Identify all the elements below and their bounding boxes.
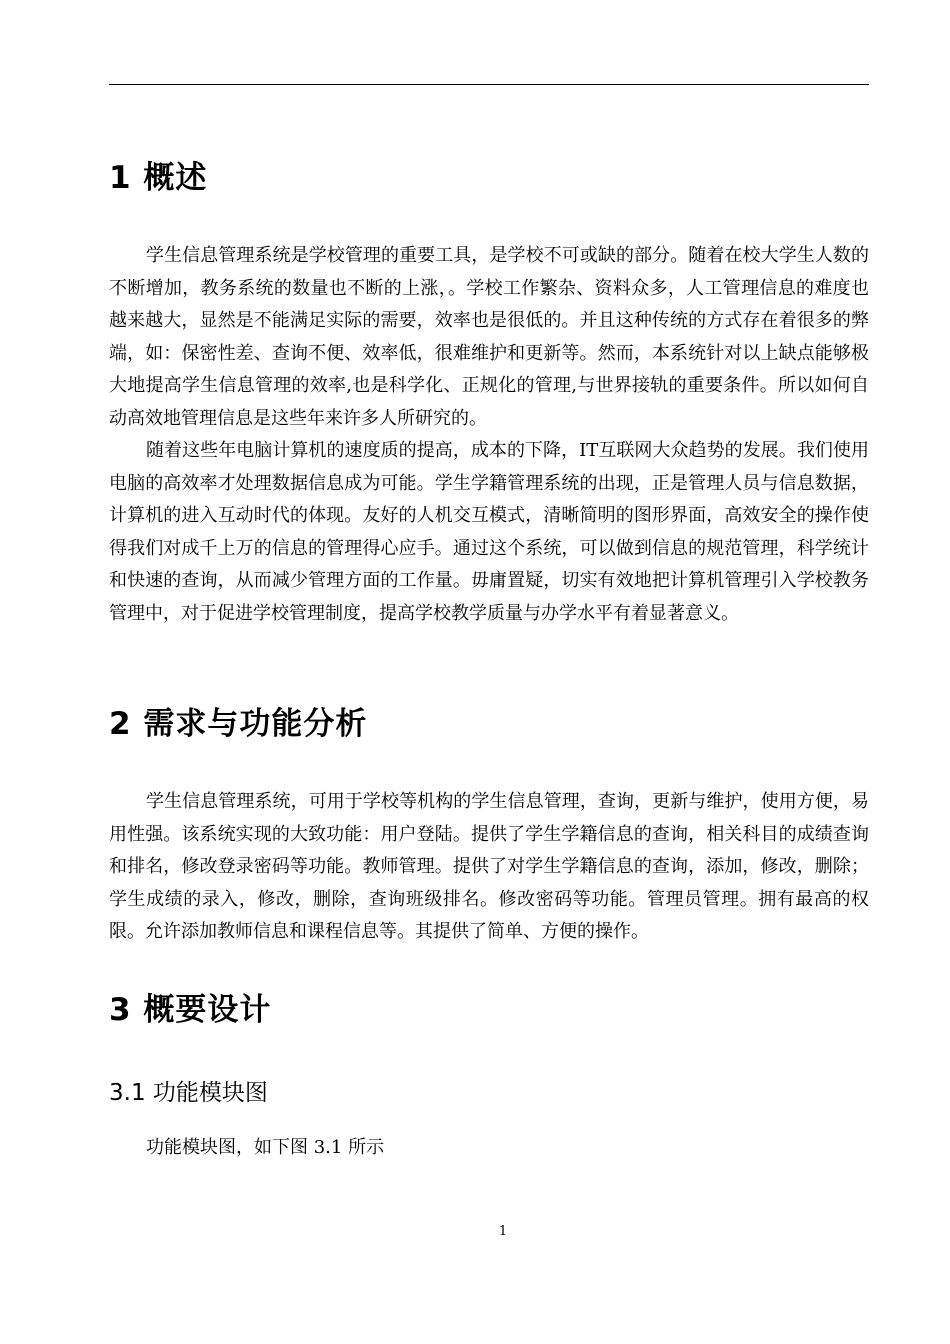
section-heading-2: 2 需求与功能分析 <box>109 706 368 742</box>
header-rule <box>109 84 869 85</box>
section-heading-3: 3 概要设计 <box>109 992 272 1028</box>
paragraph-overview-1: 学生信息管理系统是学校管理的重要工具，是学校不可或缺的部分。随着在校大学生人数的不断增加，教务系统的数量也不断的上涨，。学校工作繁杂、资料众多，人工管理信息的难度也越来越大，显然是不能满足实际的需要，效率也是很低的。并且这种传统的方式存在着很多的弊端，如：保密性差、查询不便、效率低，很难维护和更新等。然而，本系统针对以上缺点能够极大地提高学生信息管理的效率,也是科学化、正规化的管理,与世界接轨的重要条件。所以如何自动高效地管理信息是这些年来许多人所研究的。 <box>109 245 869 429</box>
figure-caption-text: 功能模块图，如下图 3.1 所示 <box>146 1137 385 1158</box>
subsection-heading-3-1: 3.1 功能模块图 <box>109 1080 268 1106</box>
page-number: 1 <box>498 1224 508 1239</box>
section-heading-1: 1 概述 <box>109 160 208 196</box>
paragraph-overview-2: 随着这些年电脑计算机的速度质的提高，成本的下降，IT互联网大众趋势的发展。我们使用电脑的高效率才处理数据信息成为可能。学生学籍管理系统的出现，正是管理人员与信息数据，计算机的进入互动时代的体现。友好的人机交互模式，清晰简明的图形界面，高效安全的操作使得我们对成千上万的信息的管理得心应手。通过这个系统，可以做到信息的规范管理，科学统计和快速的查询，从而减少管理方面的工作量。毋庸置疑，切实有效地把计算机管理引入学校教务管理中，对于促进学校管理制度，提高学校教学质量与办学水平有着显著意义。 <box>109 440 869 624</box>
paragraph-requirements: 学生信息管理系统，可用于学校等机构的学生信息管理，查询，更新与维护，使用方便，易用性强。该系统实现的大致功能：用户登陆。提供了学生学籍信息的查询，相关科目的成绩查询和排名，修改登录密码等功能。教师管理。提供了对学生学籍信息的查询，添加，修改，删除；学生成绩的录入，修改，删除，查询班级排名。修改密码等功能。管理员管理。拥有最高的权限。允许添加教师信息和课程信息等。其提供了简单、方便的操作。 <box>109 791 869 942</box>
